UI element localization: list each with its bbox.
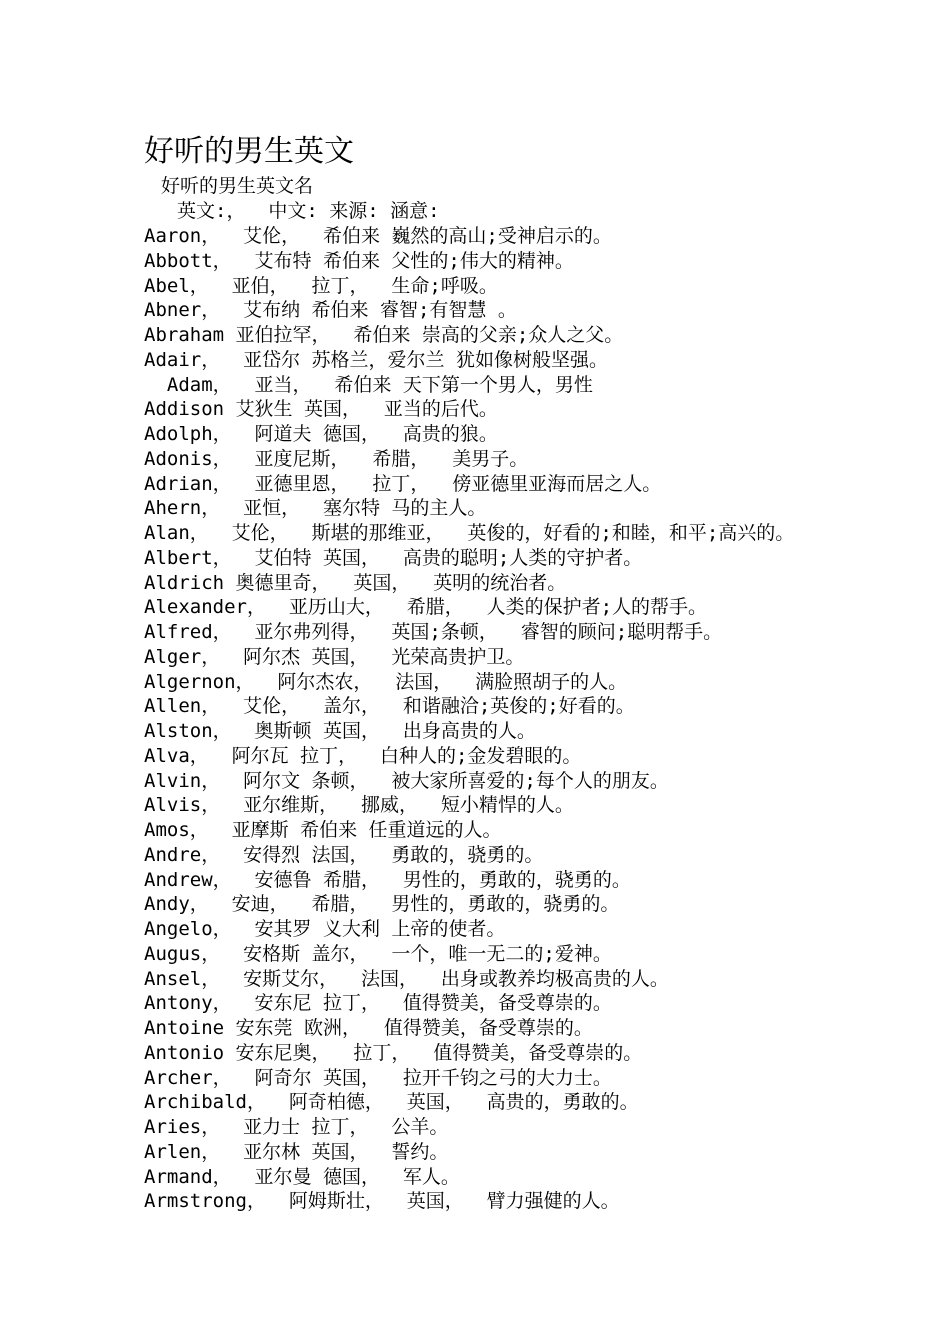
name-entry: Alston， 奥斯顿 英国， 出身高贵的人。 <box>144 720 536 742</box>
name-entry: Ahern， 亚恒， 塞尔特 马的主人。 <box>144 497 487 520</box>
name-entry: Augus， 安格斯 盖尔， 一个，唯一无二的;爱神。 <box>144 942 612 965</box>
name-entry: Algernon， 阿尔杰农， 法国， 满脸照胡子的人。 <box>144 670 628 693</box>
name-entry: Alexander， 亚历山大， 希腊， 人类的保护者;人的帮手。 <box>144 596 708 619</box>
name-entry: Adonis， 亚度尼斯， 希腊， 美男子。 <box>144 447 529 470</box>
name-entry: Archibald， 阿奇柏德， 英国， 高贵的，勇敢的。 <box>144 1091 639 1114</box>
name-entry: Alva， 阿尔瓦 拉丁， 白种人的;金发碧眼的。 <box>144 744 582 767</box>
name-entry: Aldrich 奥德里奇， 英国， 英明的统治者。 <box>144 571 567 594</box>
name-entry: Abel， 亚伯， 拉丁， 生命;呼吸。 <box>144 274 498 297</box>
name-entry: Abbott， 艾布特 希伯来 父性的;伟大的精神。 <box>144 249 574 272</box>
name-entry: Abraham 亚伯拉罕， 希伯来 崇高的父亲;众人之父。 <box>144 324 624 346</box>
name-entry: Alfred， 亚尔弗列得， 英国;条顿， 睿智的顾问;聪明帮手。 <box>144 621 723 643</box>
name-entry: Adam， 亚当， 希伯来 天下第一个男人，男性 <box>144 373 593 396</box>
name-entry: Armstrong， 阿姆斯壮， 英国， 臂力强健的人。 <box>144 1190 620 1213</box>
name-entry: Angelo， 安其罗 义大利 上帝的使者。 <box>144 918 506 940</box>
name-entry: Archer， 阿奇尔 英国， 拉开千钧之弓的大力士。 <box>144 1066 612 1089</box>
name-entry: Arlen， 亚尔林 英国， 誓约。 <box>144 1140 449 1163</box>
name-entry: Alvin， 阿尔文 条顿， 被大家所喜爱的;每个人的朋友。 <box>144 769 669 792</box>
name-entry: Adair， 亚岱尔 苏格兰，爱尔兰 犹如像树般坚强。 <box>144 348 608 371</box>
name-entry-list <box>144 224 944 1214</box>
name-entry: Ansel， 安斯艾尔， 法国， 出身或教养均极高贵的人。 <box>144 967 669 990</box>
name-entry: Allen， 艾伦， 盖尔， 和谐融洽;英俊的;好看的。 <box>144 695 635 718</box>
name-entry: Alan， 艾伦， 斯堪的那维亚， 英俊的，好看的;和睦，和平;高兴的。 <box>144 522 795 544</box>
name-entry: Aaron， 艾伦， 希伯来 巍然的高山;受神启示的。 <box>144 225 612 247</box>
column-header-line: 英文:， 中文: 来源: 涵意: <box>177 200 440 222</box>
document-subtitle: 好听的男生英文名 <box>161 175 314 197</box>
name-entry: Armand， 亚尔曼 德国， 军人。 <box>144 1165 460 1188</box>
name-entry: Abner， 艾布纳 希伯来 睿智;有智慧 。 <box>144 299 517 322</box>
name-entry: Andrew， 安德鲁 希腊， 男性的，勇敢的，骁勇的。 <box>144 868 631 891</box>
name-entry: Andy， 安迪， 希腊， 男性的，勇敢的，骁勇的。 <box>144 893 620 916</box>
name-entry: Amos， 亚摩斯 希伯来 任重道远的人。 <box>144 819 502 841</box>
name-entry: Addison 艾狄生 英国， 亚当的后代。 <box>144 398 498 421</box>
name-entry: Antony， 安东尼 拉丁， 值得赞美，备受尊崇的。 <box>144 992 612 1015</box>
name-entry: Aries， 亚力士 拉丁， 公羊。 <box>144 1116 449 1138</box>
name-entry: Adolph， 阿道夫 德国， 高贵的狼。 <box>144 423 498 445</box>
name-entry: Adrian， 亚德里恩， 拉丁， 傍亚德里亚海而居之人。 <box>144 472 662 495</box>
name-entry: Antonio 安东尼奥， 拉丁， 值得赞美，备受尊崇的。 <box>144 1041 643 1064</box>
name-entry: Albert， 艾伯特 英国， 高贵的聪明;人类的守护者。 <box>144 546 643 569</box>
name-entry: Andre， 安得烈 法国， 勇敢的，骁勇的。 <box>144 843 544 866</box>
name-entry: Alvis， 亚尔维斯， 挪威， 短小精悍的人。 <box>144 794 574 817</box>
document-title: 好听的男生英文 <box>144 134 354 169</box>
name-entry: Alger， 阿尔杰 英国， 光荣高贵护卫。 <box>144 645 525 668</box>
name-entry: Antoine 安东莞 欧洲， 值得赞美，备受尊崇的。 <box>144 1017 593 1039</box>
